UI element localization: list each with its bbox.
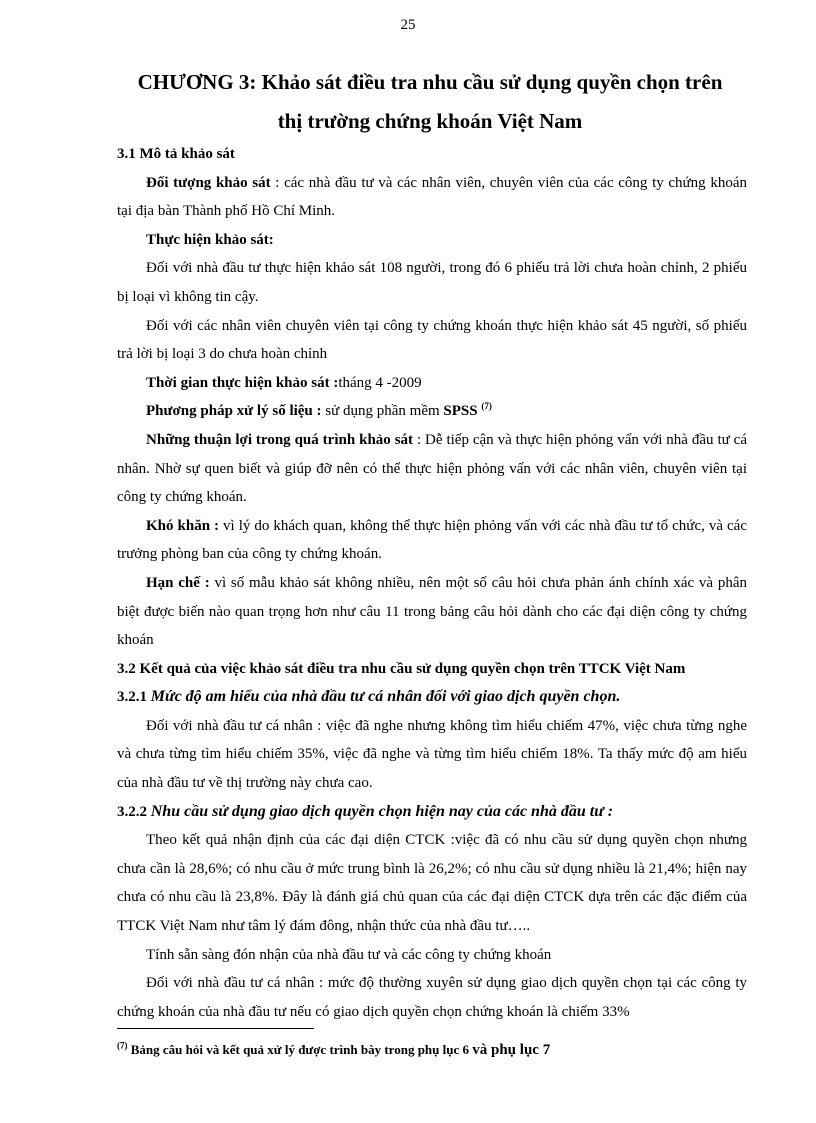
difficulties-text: vì lý do khách quan, không thể thực hiện phỏng vấn với các nhà đầu tư tổ chức, và các trưởng phòng ban của công ty chứng khoán.	[117, 517, 747, 563]
survey-subject-text: : các nhà đầu tư và các nhân viên, chuyên viên của các công ty chứng khoán tại địa bàn Thành phố Hồ Chí Minh.	[117, 174, 747, 220]
data-method-text: sử dụng phần mềm	[321, 403, 444, 420]
survey-execution-label: Thực hiện khảo sát:	[146, 231, 274, 248]
chapter-title	[110, 63, 750, 141]
survey-subject-paragraph	[117, 169, 747, 226]
footnote-number: (7)	[117, 1040, 128, 1051]
footnote-divider	[117, 1028, 314, 1029]
section-3-2-2-heading	[117, 798, 747, 827]
section-3-2-2-paragraph-1: Theo kết quả nhận định của các đại diện CTCK :việc đã có nhu cầu sử dụng quyền chọn nhưng chưa cần là 28,6%; có nhu cầu ở mức trung bình là 26,2%; có nhu cầu sử dụng nhiều là 21,4%; hiện nay chưa có nhu cầu là 23,8%. Đây là đánh giá chủ quan của các đại diện CTCK dựa trên các đặc điểm của TTCK Việt Nam như tâm lý đám đông, nhận thức của nhà đầu tư…..	[117, 832, 747, 935]
footnote-reference: (7)	[481, 401, 492, 412]
survey-time-text: tháng 4 -2009	[338, 374, 422, 391]
data-method-label: Phương pháp xử lý số liệu :	[146, 403, 322, 420]
advantages-paragraph	[117, 426, 747, 512]
chapter-title-line-2: thị trường chứng khoán Việt Nam	[277, 109, 583, 133]
section-3-2-heading: 3.2 Kết quả của việc khảo sát điều tra nhu cầu sử dụng quyền chọn trên TTCK Việt Nam	[117, 660, 686, 677]
section-3-2-2-paragraph-3: Đối với nhà đầu tư cá nhân : mức độ thường xuyên sử dụng giao dịch quyền chọn tại các công ty chứng khoán của nhà đầu tư nếu có giao dịch quyền chọn chứng khoán là chiếm 33%	[117, 975, 747, 1020]
page-number: 25	[400, 17, 416, 33]
survey-subject-label: Đối tượng khảo sát	[146, 174, 271, 191]
limitations-paragraph	[117, 569, 747, 655]
section-3-2-2-title: Nhu cầu sử dụng giao dịch quyền chọn hiện nay của các nhà đầu tư :	[150, 802, 614, 820]
advantages-text: : Dễ tiếp cận và thực hiện phỏng vấn với nhà đầu tư cá nhân. Nhờ sự quen biết và giúp đỡ nên có thể thực hiện phỏng vấn với các nhân viên, chuyên viên tại công ty chứng khoán.	[117, 431, 747, 506]
limitations-text: vì số mẫu khảo sát không nhiều, nên một số câu hỏi chưa phản ánh chính xác và phân biệt được biến nào quan trọng hơn như câu 11 trong bảng câu hỏi dành cho các đại diện công ty chứng khoán	[117, 574, 747, 649]
advantages-label: Những thuận lợi trong quá trình khảo sát	[146, 431, 414, 448]
data-method-paragraph	[117, 397, 747, 426]
limitations-label: Hạn chế :	[146, 574, 210, 591]
footnote	[117, 1040, 747, 1060]
difficulties-paragraph	[117, 512, 747, 569]
section-3-2-1-heading	[117, 683, 747, 712]
section-3-2-2-number: 3.2.2	[117, 803, 151, 820]
survey-time-paragraph	[117, 369, 747, 398]
section-3-2-1-paragraph: Đối với nhà đầu tư cá nhân : việc đã nghe nhưng không tìm hiểu chiếm 47%, việc chưa từng nghe và chưa từng tìm hiểu chiếm 35%, việc đã nghe và từng tìm hiểu chiếm 18%. Ta thấy mức độ am hiểu của nhà đầu tư về thị trường này chưa cao.	[117, 717, 747, 792]
footnote-text: Bảng câu hỏi và kết quả xử lý được trình bày trong phụ lục 6	[127, 1042, 473, 1057]
section-3-2-1-number: 3.2.1	[117, 689, 151, 706]
data-method-software: SPSS	[443, 403, 478, 420]
chapter-title-line-1: CHƯƠNG 3: Khảo sát điều tra nhu cầu sử dụng quyền chọn trên	[137, 70, 723, 94]
section-3-2-2-paragraph-2: Tính sẵn sàng đón nhận của nhà đầu tư và các công ty chứng khoán	[146, 946, 552, 963]
footnote-and: và	[472, 1042, 488, 1058]
page-content	[117, 140, 747, 1026]
section-3-1-heading: 3.1 Mô tả khảo sát	[117, 146, 235, 162]
survey-execution-investors: Đối với nhà đầu tư thực hiện khảo sát 108 người, trong đó 6 phiếu trả lời chưa hoàn chỉnh, 2 phiếu bị loại vì không tin cậy.	[117, 260, 747, 305]
survey-time-label: Thời gian thực hiện khảo sát :	[146, 374, 339, 391]
section-3-2-1-title: Mức độ am hiểu của nhà đầu tư cá nhân đối với giao dịch quyền chọn.	[150, 688, 621, 706]
difficulties-label: Khó khăn :	[146, 517, 220, 534]
survey-execution-staff: Đối với các nhân viên chuyên viên tại công ty chứng khoán thực hiện khảo sát 45 người, số phiếu trả lời bị loại 3 do chưa hoàn chỉnh	[117, 317, 747, 363]
footnote-appendix: phụ lục 7	[487, 1042, 551, 1058]
